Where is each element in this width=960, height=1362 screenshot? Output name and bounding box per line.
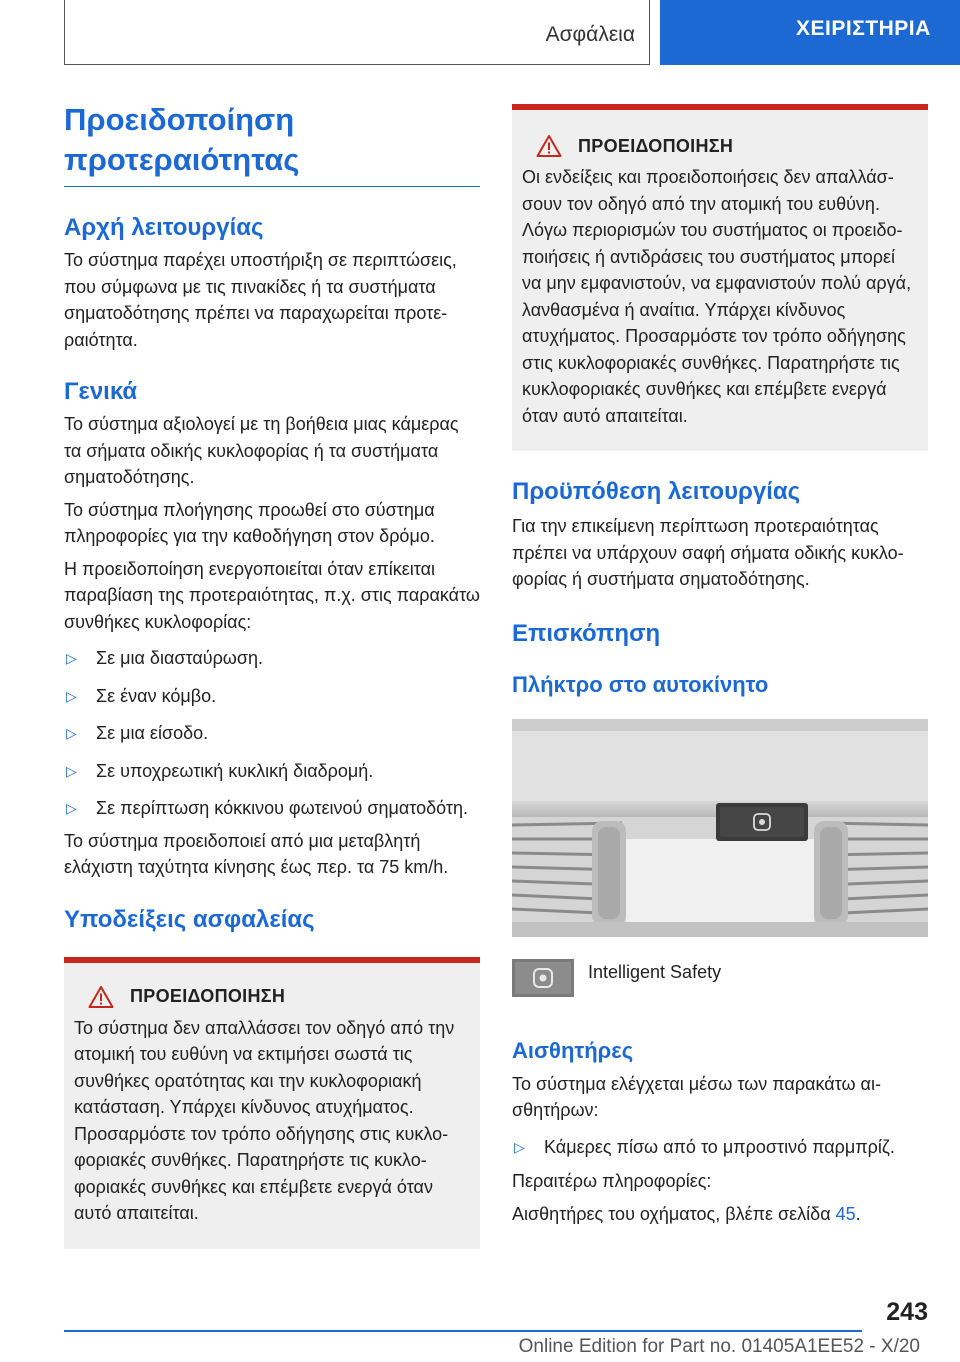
page-link[interactable]: 45 [835,1203,856,1224]
heading-sensors: Αισθητήρες [512,1037,634,1063]
dashboard-button-photo [512,719,928,937]
intelligent-safety-button-icon[interactable] [512,959,574,997]
principle-text: Το σύστημα παρέχει υποστήριξη σε περιπτώσεις, που σύμφωνα με τις πινακίδες ή τα συστήματα σηματοδότησης πρέπει να παραχωρείται προτεραιότητα. [64,250,457,350]
warning-icon [536,134,562,158]
warning-icon [88,985,114,1009]
heading-overview: Επισκόπηση [512,619,661,647]
edition-note: Online Edition for Part no. 01405A1EE52 - X/20 [518,1336,920,1357]
warning-title: ΠΡΟΕΙΔΟΠΟΙΗΣΗ [578,135,734,156]
left-column [64,100,480,1249]
warning-box [64,957,480,1249]
more-info-label: Περαιτέρω πληροφορίες: [512,1171,712,1191]
list-item: ▷ Κάμερες πίσω από το μπροστινό παρμπρίζ. [512,1134,928,1161]
right-column [512,104,928,1227]
reference-end: . [855,1203,861,1224]
warning-text: Οι ενδείξεις και προειδοποιήσεις δεν απαλλάσσουν τον οδηγό από την ατομική του ευθύνη. Λόγω περιορισμών του συστήματος οι προειδοποιήσεις ή αντιδράσεις του συστήματος μπορεί να μην εμφανιστούν, να εμφανιστούν πολύ αργά, λανθασμένα ή αναίτια. Υπάρχει κίνδυνος ατυχήματος. Προσαρμόστε τον τρόπο οδήγησης στις κυκλοφοριακές συνθήκες. Παρατηρήστε τις κυκλοφοριακές συνθήκες και επέμβετε ενεργά όταν αυτό απαιτείται. [522,167,912,426]
list-item: ▷ Σε υποχρεωτική κυκλική διαδρομή. [64,758,480,785]
sensors-text: Το σύστημα ελέγχεται μέσω των παρακάτω αισθητήρων: [512,1073,881,1120]
page-title: Προειδοποίηση προτεραιότητας [64,100,480,187]
list-item: ▷ Σε περίπτωση κόκκινου φωτεινού σηματοδότη. [64,795,480,822]
general-text-1: Το σύστημα αξιολογεί με τη βοήθεια μιας κάμερας τα σήματα οδικής κυκλοφορίας ή τα συστήματα σηματοδότησης. [64,414,459,487]
list-item: ▷ Σε έναν κόμβο. [64,683,480,710]
heading-principle: Αρχή λειτουργίας [64,214,264,241]
general-text-3: Η προειδοποίηση ενεργοποιείται όταν επίκειται παραβίαση της προτεραιότητας, π.χ. στις παρακάτω συνθήκες κυκλοφορίας: [64,558,480,632]
section-title: Ασφάλεια [545,23,635,46]
footer-divider [64,1330,862,1332]
sensor-reference [512,1201,928,1228]
button-label: Intelligent Safety [588,961,722,982]
heading-requirement: Προϋπόθεση λειτουργίας [512,478,801,505]
heading-button-in-car: Πλήκτρο στο αυτοκίνητο [512,671,769,697]
list-item: ▷ Σε μια είσοδο. [64,720,480,747]
button-legend [512,959,928,997]
header-frame [64,0,650,65]
requirement-text: Για την επικείμενη περίπτωση προτεραιότητας πρέπει να υπάρχουν σαφή σήματα οδικής κυκλοφορίας ή συστήματα σηματοδότησης. [512,516,904,589]
reference-text: Αισθητήρες του οχήματος, βλέπε σελίδα [512,1203,836,1224]
warning-text: Το σύστημα δεν απαλλάσσει τον οδηγό από την ατομική του ευθύνη να εκτιμήσει σωστά τις συνθήκες ορατότητας και την κυκλοφοριακή κατάσταση. Υπάρχει κίνδυνος ατυχήματος. Προσαρμόστε τον τρόπο οδήγησης στις κυκλοφοριακές συνθήκες. Παρατηρήστε τις κυκλοφοριακές συνθήκες και επέμβετε ενεργά όταν αυτό απαιτείται. [74,1017,455,1223]
situation-list [64,645,480,822]
general-text-2: Το σύστημα πλοήγησης προωθεί στο σύστημα πληροφορίες για την καθοδήγηση στον δρόμο. [64,499,435,546]
page-number: 243 [886,1298,928,1326]
list-item: ▷ Σε μια διασταύρωση. [64,645,480,672]
heading-safety: Υποδείξεις ασφαλείας [64,905,315,933]
warning-header [74,985,470,1009]
general-text-4: Το σύστημα προειδοποιεί από μια μεταβλητή ελάχιστη ταχύτητα κίνησης έως περ. τα 75 km/h. [64,830,449,877]
chapter-tab[interactable]: ΧΕΙΡΙΣΤΗΡΙΑ [660,0,960,65]
warning-header [522,134,918,158]
warning-title: ΠΡΟΕΙΔΟΠΟΙΗΣΗ [130,986,286,1006]
heading-general: Γενικά [64,378,138,405]
warning-box [512,104,928,451]
